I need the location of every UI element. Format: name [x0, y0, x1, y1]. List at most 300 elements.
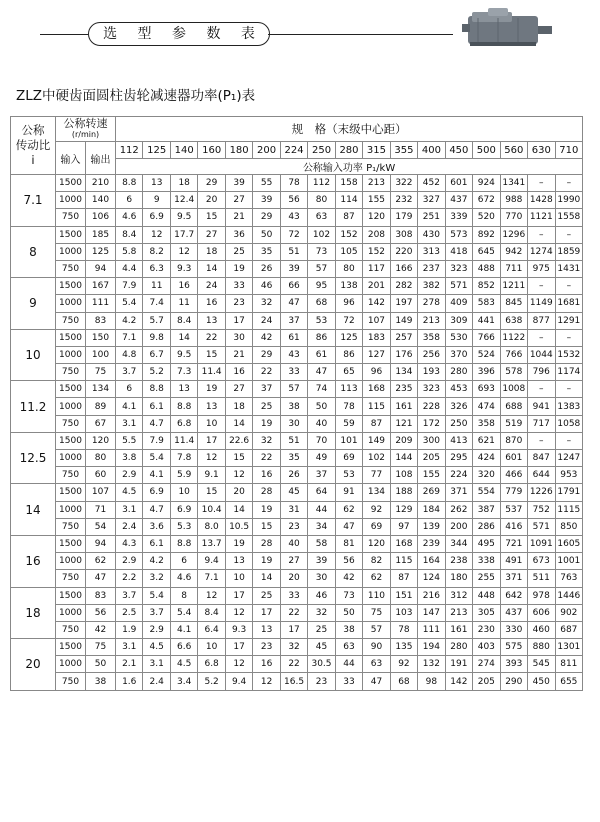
power-cell: 975	[528, 260, 555, 277]
power-cell: 30	[280, 415, 307, 432]
power-cell: 31	[280, 501, 307, 518]
power-cell: 51	[280, 432, 307, 449]
power-cell: 46	[308, 587, 335, 604]
power-cell: 176	[390, 346, 417, 363]
output-speed-cell: 106	[86, 209, 116, 226]
power-cell: 12	[225, 467, 252, 484]
power-cell: 147	[418, 604, 445, 621]
power-cell: 111	[418, 621, 445, 638]
power-cell: 9.5	[170, 209, 197, 226]
power-cell: 9.3	[225, 621, 252, 638]
power-cell: 32	[308, 604, 335, 621]
power-cell: 53	[335, 467, 362, 484]
power-cell: 766	[473, 329, 500, 346]
power-cell: 38	[280, 398, 307, 415]
table-row	[11, 621, 583, 638]
output-speed-cell: 120	[86, 432, 116, 449]
power-cell: 29	[253, 209, 280, 226]
power-cell: 65	[335, 364, 362, 381]
power-cell: 81	[335, 535, 362, 552]
power-cell: 13	[143, 175, 170, 192]
power-cell: 33	[280, 587, 307, 604]
power-cell: 12	[225, 604, 252, 621]
power-cell: 601	[445, 175, 472, 192]
table-row	[11, 501, 583, 518]
input-speed-cell: 1000	[56, 346, 86, 363]
output-speed-cell: 185	[86, 226, 116, 243]
power-cell: 642	[500, 587, 527, 604]
input-speed-cell: 1500	[56, 639, 86, 656]
table-row	[11, 673, 583, 690]
power-cell: 172	[418, 415, 445, 432]
power-cell: 184	[418, 501, 445, 518]
header-title-pill	[88, 22, 270, 46]
speed-header-label: 公称转速	[63, 117, 108, 130]
ratio-cell: 18	[11, 587, 56, 639]
table-row	[11, 570, 583, 587]
power-cell: 6.9	[143, 209, 170, 226]
ratio-cell: 14	[11, 484, 56, 536]
power-cell: 10.4	[198, 501, 225, 518]
power-cell: 7.9	[143, 432, 170, 449]
power-cell: 1558	[555, 209, 583, 226]
power-cell: 2.9	[143, 621, 170, 638]
power-cell: 1291	[555, 312, 583, 329]
power-cell: 45	[308, 639, 335, 656]
size-header: 450	[445, 142, 472, 159]
power-cell: 92	[363, 501, 390, 518]
power-cell: 326	[445, 398, 472, 415]
power-cell: 358	[473, 415, 500, 432]
power-cell: 8.0	[198, 518, 225, 535]
size-header: 280	[335, 142, 362, 159]
power-cell: 19	[198, 381, 225, 398]
table-row	[11, 518, 583, 535]
power-cell: 72	[280, 226, 307, 243]
power-cell: 10	[170, 484, 197, 501]
power-cell: 32	[280, 639, 307, 656]
power-cell: 57	[308, 260, 335, 277]
power-cell: 28	[253, 484, 280, 501]
table-row	[11, 312, 583, 329]
power-cell: 9.1	[198, 467, 225, 484]
power-cell: 155	[418, 467, 445, 484]
output-speed-cell: 134	[86, 381, 116, 398]
table-row	[11, 398, 583, 415]
power-cell: 47	[363, 673, 390, 690]
power-cell: 77	[363, 467, 390, 484]
power-cell: 69	[335, 450, 362, 467]
power-cell: 73	[335, 587, 362, 604]
power-cell: 10	[225, 570, 252, 587]
power-cell: 7.9	[116, 278, 143, 295]
power-cell: 437	[445, 192, 472, 209]
power-cell: 30.5	[308, 656, 335, 673]
power-cell: 90	[363, 639, 390, 656]
table-row	[11, 381, 583, 398]
power-cell: 4.5	[116, 484, 143, 501]
power-cell: 312	[445, 587, 472, 604]
power-cell: 151	[390, 587, 417, 604]
power-cell: 50	[253, 226, 280, 243]
ratio-header	[11, 117, 56, 175]
power-cell: 43	[280, 209, 307, 226]
power-cell: –	[528, 175, 555, 192]
power-cell: 13	[198, 398, 225, 415]
power-cell: 1149	[528, 295, 555, 312]
power-cell: 8.8	[170, 398, 197, 415]
power-cell: 18	[170, 175, 197, 192]
power-cell: 120	[363, 535, 390, 552]
input-speed-cell: 1000	[56, 243, 86, 260]
size-header: 400	[418, 142, 445, 159]
input-speed-cell: 750	[56, 260, 86, 277]
power-cell: –	[555, 175, 583, 192]
power-cell: 571	[528, 518, 555, 535]
speed-header-unit: (r/min)	[71, 130, 100, 139]
power-header: 公称输入功率 P₁/kW	[116, 159, 583, 175]
power-cell: 102	[308, 226, 335, 243]
power-cell: 40	[308, 415, 335, 432]
power-cell: 766	[500, 346, 527, 363]
power-cell: 21	[225, 346, 252, 363]
power-cell: 3.1	[116, 501, 143, 518]
power-cell: 96	[363, 364, 390, 381]
input-speed-cell: 1000	[56, 501, 86, 518]
input-speed-cell: 750	[56, 467, 86, 484]
power-cell: 42	[335, 570, 362, 587]
power-cell: 255	[473, 570, 500, 587]
power-cell: 38	[335, 621, 362, 638]
power-cell: 327	[418, 192, 445, 209]
power-cell: 5.8	[116, 243, 143, 260]
power-cell: 1681	[555, 295, 583, 312]
input-speed-cell: 750	[56, 415, 86, 432]
power-cell: 29	[198, 175, 225, 192]
power-cell: 387	[473, 501, 500, 518]
power-cell: 300	[418, 432, 445, 449]
power-cell: 3.1	[143, 656, 170, 673]
power-cell: 13	[225, 553, 252, 570]
power-cell: 655	[555, 673, 583, 690]
power-cell: 6.8	[198, 656, 225, 673]
output-speed-cell: 107	[86, 484, 116, 501]
power-cell: 3.1	[116, 639, 143, 656]
power-cell: 8.4	[198, 604, 225, 621]
power-cell: 320	[473, 467, 500, 484]
table-row	[11, 226, 583, 243]
power-cell: 2.1	[116, 656, 143, 673]
power-cell: 149	[363, 432, 390, 449]
power-cell: 50	[308, 398, 335, 415]
power-cell: 4.5	[143, 639, 170, 656]
power-cell: 902	[555, 604, 583, 621]
power-cell: 4.3	[116, 535, 143, 552]
power-cell: 11.4	[198, 364, 225, 381]
power-cell: 102	[363, 450, 390, 467]
output-speed-cell: 83	[86, 312, 116, 329]
power-cell: 15	[225, 450, 252, 467]
power-cell: 693	[473, 381, 500, 398]
output-speed-cell: 83	[86, 587, 116, 604]
power-cell: 3.7	[143, 604, 170, 621]
power-cell: 28	[253, 535, 280, 552]
power-cell: 64	[308, 484, 335, 501]
power-cell: 103	[390, 604, 417, 621]
power-cell: 8.4	[116, 226, 143, 243]
power-cell: 1990	[555, 192, 583, 209]
power-cell: 107	[363, 312, 390, 329]
power-cell: 1008	[500, 381, 527, 398]
power-cell: 239	[418, 535, 445, 552]
power-cell: 58	[308, 535, 335, 552]
power-cell: 50	[335, 604, 362, 621]
power-cell: 763	[555, 570, 583, 587]
size-header: 112	[116, 142, 143, 159]
power-cell: 339	[445, 209, 472, 226]
power-cell: 72	[335, 312, 362, 329]
power-cell: 18	[225, 398, 252, 415]
power-cell: 25	[253, 398, 280, 415]
power-cell: 6	[116, 192, 143, 209]
power-cell: 15	[253, 518, 280, 535]
table-row	[11, 364, 583, 381]
power-cell: 847	[528, 450, 555, 467]
input-speed-cell: 750	[56, 209, 86, 226]
power-cell: 17	[225, 639, 252, 656]
power-cell: 17	[253, 604, 280, 621]
power-cell: 158	[335, 175, 362, 192]
power-cell: –	[555, 432, 583, 449]
power-cell: 55	[253, 175, 280, 192]
power-cell: 6.6	[170, 639, 197, 656]
power-cell: 69	[363, 518, 390, 535]
table-row	[11, 639, 583, 656]
power-cell: 33	[335, 673, 362, 690]
power-cell: 409	[445, 295, 472, 312]
power-cell: 35	[253, 243, 280, 260]
power-cell: 371	[500, 570, 527, 587]
power-cell: 16	[170, 278, 197, 295]
size-header: 125	[143, 142, 170, 159]
power-cell: 688	[500, 398, 527, 415]
power-cell: 87	[390, 570, 417, 587]
power-cell: 2.4	[116, 518, 143, 535]
power-cell: 403	[473, 639, 500, 656]
power-cell: 4.6	[170, 570, 197, 587]
power-cell: 1247	[555, 450, 583, 467]
power-cell: 66	[280, 278, 307, 295]
power-cell: 280	[445, 364, 472, 381]
power-cell: 282	[390, 278, 417, 295]
ratio-cell: 9	[11, 278, 56, 330]
power-cell: 105	[335, 243, 362, 260]
power-cell: 142	[445, 673, 472, 690]
power-cell: 5.4	[116, 295, 143, 312]
power-cell: 87	[335, 209, 362, 226]
power-cell: 134	[363, 484, 390, 501]
power-cell: 13	[198, 312, 225, 329]
power-cell: 127	[363, 346, 390, 363]
power-cell: –	[528, 329, 555, 346]
power-cell: 1044	[528, 346, 555, 363]
power-cell: 474	[473, 398, 500, 415]
power-cell: 86	[335, 346, 362, 363]
power-cell: 26	[253, 260, 280, 277]
power-cell: 3.2	[143, 570, 170, 587]
table-row	[11, 484, 583, 501]
power-cell: 3.7	[116, 364, 143, 381]
power-cell: 23	[280, 518, 307, 535]
power-cell: 78	[335, 398, 362, 415]
power-cell: 117	[363, 260, 390, 277]
power-cell: 3.7	[116, 587, 143, 604]
power-cell: 75	[363, 604, 390, 621]
ratio-cell: 8	[11, 226, 56, 278]
table-row	[11, 175, 583, 192]
power-cell: 78	[280, 175, 307, 192]
power-cell: 752	[528, 501, 555, 518]
table-row	[11, 432, 583, 449]
power-cell: 216	[418, 587, 445, 604]
power-cell: 152	[363, 243, 390, 260]
power-cell: 74	[308, 381, 335, 398]
power-cell: 57	[363, 621, 390, 638]
power-cell: 621	[473, 432, 500, 449]
power-cell: 583	[473, 295, 500, 312]
power-cell: 114	[335, 192, 362, 209]
power-cell: 1001	[555, 553, 583, 570]
power-cell: 309	[445, 312, 472, 329]
power-cell: 15	[198, 346, 225, 363]
ratio-header-label: 公称 传动比 i	[15, 123, 51, 167]
table-row	[11, 192, 583, 209]
power-cell: 519	[500, 415, 527, 432]
power-cell: 7.4	[143, 295, 170, 312]
power-cell: 5.5	[116, 432, 143, 449]
power-cell: 155	[363, 192, 390, 209]
power-cell: 26	[280, 467, 307, 484]
input-speed-cell: 750	[56, 673, 86, 690]
power-cell: 201	[363, 278, 390, 295]
power-cell: 47	[280, 295, 307, 312]
header-title: 选 型 参 数 表	[103, 26, 263, 42]
power-cell: 56	[280, 192, 307, 209]
power-cell: 942	[500, 243, 527, 260]
power-cell: 209	[390, 432, 417, 449]
power-cell: 16	[253, 656, 280, 673]
power-cell: 179	[390, 209, 417, 226]
power-cell: 213	[363, 175, 390, 192]
power-cell: 452	[418, 175, 445, 192]
power-cell: 645	[473, 243, 500, 260]
power-cell: 23	[225, 295, 252, 312]
power-cell: 256	[418, 346, 445, 363]
power-cell: 80	[335, 260, 362, 277]
power-cell: 393	[500, 656, 527, 673]
power-cell: 8.8	[116, 175, 143, 192]
power-cell: 1532	[555, 346, 583, 363]
power-cell: 2.2	[116, 570, 143, 587]
input-speed-cell: 750	[56, 518, 86, 535]
power-cell: 14	[225, 501, 252, 518]
power-cell: 39	[253, 192, 280, 209]
input-speed-cell: 1000	[56, 192, 86, 209]
power-cell: 16.5	[280, 673, 307, 690]
power-cell: 63	[363, 656, 390, 673]
power-cell: 638	[500, 312, 527, 329]
power-cell: 322	[390, 175, 417, 192]
power-cell: 232	[390, 192, 417, 209]
power-cell: 22.6	[225, 432, 252, 449]
output-speed-cell: 50	[86, 656, 116, 673]
power-cell: 220	[390, 243, 417, 260]
power-cell: 135	[390, 639, 417, 656]
size-header: 560	[500, 142, 527, 159]
output-speed-cell: 62	[86, 553, 116, 570]
power-cell: 22	[280, 604, 307, 621]
power-cell: 4.4	[116, 260, 143, 277]
power-cell: 22	[198, 329, 225, 346]
power-cell: 9.4	[198, 553, 225, 570]
power-cell: 12	[198, 587, 225, 604]
power-cell: 19	[253, 501, 280, 518]
power-cell: 108	[390, 467, 417, 484]
power-cell: 295	[445, 450, 472, 467]
power-cell: 2.4	[143, 673, 170, 690]
power-cell: 200	[445, 518, 472, 535]
power-cell: 95	[308, 278, 335, 295]
output-speed-cell: 94	[86, 260, 116, 277]
input-speed-cell: 1000	[56, 450, 86, 467]
power-cell: 17	[225, 587, 252, 604]
power-cell: 37	[280, 312, 307, 329]
input-speed-cell: 1000	[56, 553, 86, 570]
power-cell: 27	[198, 226, 225, 243]
output-speed-cell: 42	[86, 621, 116, 638]
input-speed-cell: 750	[56, 570, 86, 587]
power-cell: 250	[445, 415, 472, 432]
power-cell: 144	[390, 450, 417, 467]
ratio-cell: 16	[11, 535, 56, 587]
power-cell: 25	[225, 243, 252, 260]
power-cell: 953	[555, 467, 583, 484]
power-cell: 161	[445, 621, 472, 638]
power-cell: 18	[198, 243, 225, 260]
power-cell: 205	[473, 673, 500, 690]
power-cell: 27	[225, 381, 252, 398]
power-cell: 1091	[528, 535, 555, 552]
size-header: 315	[363, 142, 390, 159]
power-cell: 5.7	[143, 312, 170, 329]
power-cell: 1121	[528, 209, 555, 226]
power-cell: 488	[473, 260, 500, 277]
power-cell: 12	[253, 673, 280, 690]
power-cell: 42	[253, 329, 280, 346]
power-cell: –	[528, 226, 555, 243]
table-row	[11, 587, 583, 604]
size-header: 160	[198, 142, 225, 159]
power-cell: 892	[473, 226, 500, 243]
power-cell: 495	[473, 535, 500, 552]
power-cell: 68	[308, 295, 335, 312]
output-speed-cell: 167	[86, 278, 116, 295]
power-cell: 644	[528, 467, 555, 484]
input-speed-cell: 1500	[56, 484, 86, 501]
ratio-cell: 10	[11, 329, 56, 381]
ratio-cell: 20	[11, 639, 56, 691]
power-cell: 61	[280, 329, 307, 346]
